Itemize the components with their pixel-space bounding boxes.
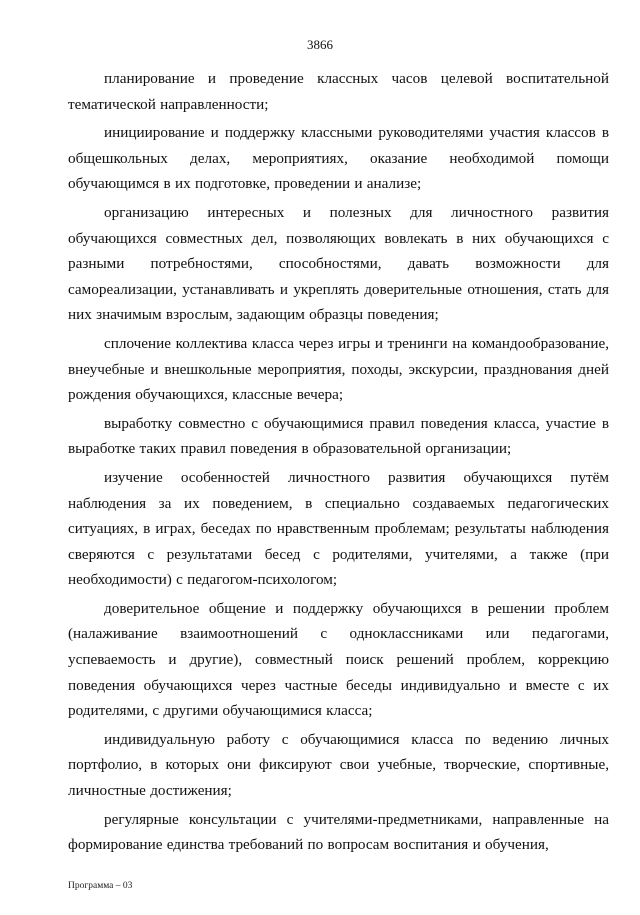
paragraph-personal-development-study: изучение особенностей личностного развития обучающихся путём наблюдения за их поведением, в специально создаваемых педагогических ситуациях, в играх, беседах по нравственным проблемам; результаты наблюдения сверяются с результатами бесед с родителями, учителями, а также (при необходимости) с педагогом-психологом; bbox=[68, 468, 609, 589]
footer-program-label: Программа – 03 bbox=[68, 881, 133, 891]
page-number: 3866 bbox=[307, 37, 333, 52]
paragraph-initiation-support: инициирование и поддержку классными руководителями участия классов в общешкольных делах, мероприятиях, оказание необходимой помощи обучающимся в их подготовке, проведении и анализе; bbox=[68, 124, 609, 193]
paragraph-class-hours: планирование и проведение классных часов целевой воспитательной тематической направленности; bbox=[68, 70, 609, 113]
paragraph-joint-activities: организацию интересных и полезных для личностного развития обучающихся совместных дел, позволяющих вовлекать в них обучающихся с разными потребностями, способностями, давать возможности для самореализации, устанавливать и укреплять доверительные отношения, стать для них значимым взрослым, задающим образцы поведения; bbox=[68, 203, 609, 324]
paragraph-teacher-consultations: регулярные консультации с учителями-предметниками, направленные на формирование единства требований по вопросам воспитания и обучения, bbox=[68, 810, 609, 854]
paragraph-team-building: сплочение коллектива класса через игры и тренинги на командообразование, внеучебные и внешкольные мероприятия, походы, экскурсии, празднования дней рождения обучающихся, классные вечера; bbox=[68, 334, 609, 404]
page-content bbox=[68, 66, 609, 861]
paragraph-portfolio-work: индивидуальную работу с обучающимися класса по ведению личных портфолио, в которых они фиксируют свои учебные, творческие, спортивные, личностные достижения; bbox=[68, 730, 609, 800]
paragraph-trust-communication: доверительное общение и поддержку обучающихся в решении проблем (налаживание взаимоотношений с одноклассниками или педагогами, успеваемость и другие), совместный поиск решений проблем, коррекцию поведения обучающихся через частные беседы индивидуально и вместе с их родителями, с другими обучающимися класса; bbox=[68, 599, 609, 720]
paragraph-rules-of-conduct: выработку совместно с обучающимися правил поведения класса, участие в выработке таких правил поведения в образовательной организации; bbox=[68, 414, 609, 458]
